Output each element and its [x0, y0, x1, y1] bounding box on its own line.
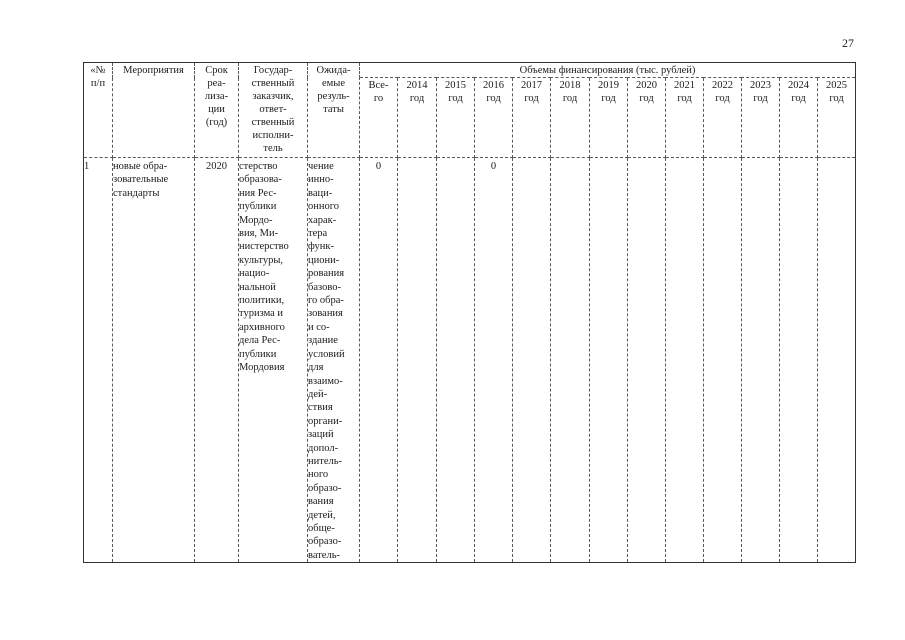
table-header: [84, 63, 856, 158]
header-year-2016: 2016 год: [475, 78, 513, 158]
row-year-2025: [818, 158, 856, 563]
header-year-2020: 2020 год: [628, 78, 666, 158]
row-year-2024: [780, 158, 818, 563]
row-year-2022: [704, 158, 742, 563]
header-results: Ожида- емые резуль- таты: [308, 63, 360, 158]
header-year-2017: 2017 год: [513, 78, 551, 158]
row-year-2016: 0: [475, 158, 513, 563]
financing-table: [83, 62, 856, 563]
table-row: [84, 158, 856, 563]
row-year-2021: [666, 158, 704, 563]
header-year-2022: 2022 год: [704, 78, 742, 158]
row-year-2015: [437, 158, 475, 563]
header-year-2024: 2024 год: [780, 78, 818, 158]
header-year-2018: 2018 год: [551, 78, 590, 158]
row-term: 2020: [195, 158, 239, 563]
row-year-2020: [628, 158, 666, 563]
page-number: 27: [842, 36, 854, 50]
table-header-row-top: [84, 63, 856, 78]
header-num: «№ п/п: [84, 63, 113, 158]
row-customer: стерство образова- ния Рес- публики Мордо- вия, Ми- нистерство культуры, нацио- нальной политики, туризма и архивного дела Рес- публики Мордовия: [239, 158, 308, 563]
row-year-2014: [398, 158, 437, 563]
table-body: [84, 158, 856, 563]
header-year-2025: 2025 год: [818, 78, 856, 158]
row-year-2019: [590, 158, 628, 563]
row-year-2017: [513, 158, 551, 563]
header-year-2021: 2021 год: [666, 78, 704, 158]
header-measure: Мероприятия: [113, 63, 195, 158]
header-year-2023: 2023 год: [742, 78, 780, 158]
header-year-2019: 2019 год: [590, 78, 628, 158]
header-year-2015: 2015 год: [437, 78, 475, 158]
row-year-2018: [551, 158, 590, 563]
header-total: Все- го: [360, 78, 398, 158]
row-num: 1: [84, 158, 113, 563]
header-funding: Объемы финансирования (тыс. рублей): [360, 63, 856, 78]
header-year-2014: 2014 год: [398, 78, 437, 158]
row-results: чение инно- ваци- онного харак- тера функ- циони- рования базово- го обра- зования и со- здание условий для взаимо- дей- ствия органи- заций допол- нитель- ного образо- вания детей, обще- образо- ватель-: [308, 158, 360, 563]
row-measure: новые обра- зовательные стандарты: [113, 158, 195, 563]
row-year-2023: [742, 158, 780, 563]
header-term: Срок реа- лиза- ции (год): [195, 63, 239, 158]
header-customer: Государ- ственный заказчик, ответ- ственный исполни- тель: [239, 63, 308, 158]
row-total: 0: [360, 158, 398, 563]
